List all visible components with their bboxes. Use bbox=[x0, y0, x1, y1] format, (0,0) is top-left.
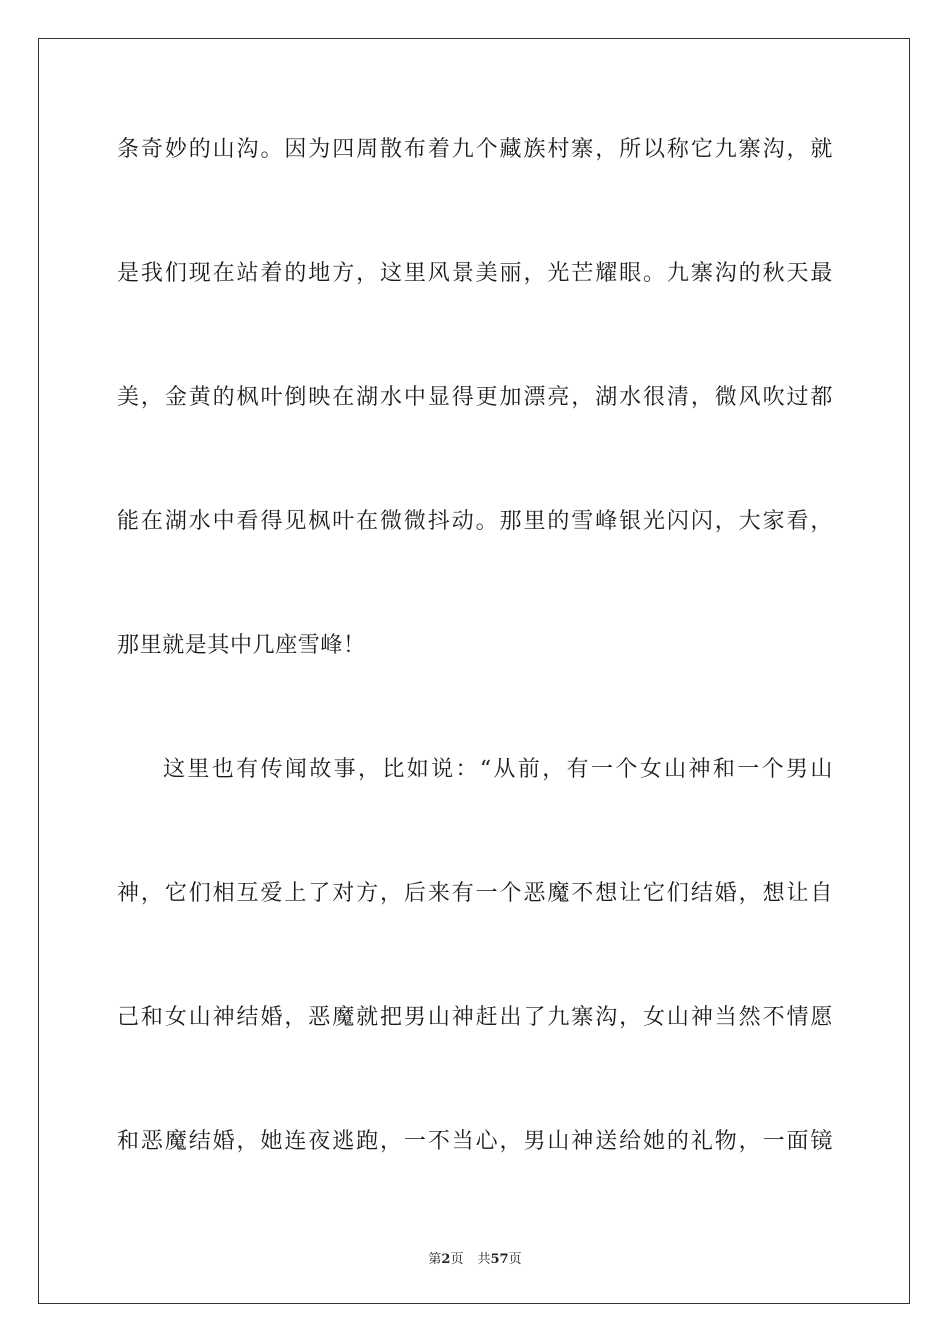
body-line-7: 神，它们相互爱上了对方，后来有一个恶魔不想让它们结婚，想让自 bbox=[117, 881, 833, 906]
total-pages: 57 bbox=[490, 1252, 509, 1267]
page-number: 2 bbox=[441, 1252, 451, 1267]
page-footer bbox=[0, 1248, 950, 1267]
body-line-5: 那里就是其中几座雪峰！ bbox=[117, 633, 366, 658]
body-line-3: 美，金黄的枫叶倒映在湖水中显得更加漂亮，湖水很清，微风吹过都 bbox=[117, 385, 833, 410]
body-line-8: 己和女山神结婚，恶魔就把男山神赶出了九寨沟，女山神当然不情愿 bbox=[117, 1005, 833, 1030]
page-border bbox=[38, 38, 910, 1304]
total-suffix: 页 bbox=[508, 1252, 522, 1267]
body-line-9: 和恶魔结婚，她连夜逃跑，一不当心，男山神送给她的礼物，一面镜 bbox=[117, 1129, 833, 1154]
total-prefix: 共 bbox=[477, 1252, 491, 1267]
page-prefix: 第 bbox=[428, 1252, 442, 1267]
body-line-4: 能在湖水中看得见枫叶在微微抖动。那里的雪峰银光闪闪，大家看， bbox=[117, 509, 833, 534]
page-suffix: 页 bbox=[450, 1252, 464, 1267]
body-line-6: 这里也有传闻故事，比如说：“从前，有一个女山神和一个男山 bbox=[163, 757, 833, 782]
body-line-1: 条奇妙的山沟。因为四周散布着九个藏族村寨，所以称它九寨沟，就 bbox=[117, 137, 833, 162]
body-line-2: 是我们现在站着的地方，这里风景美丽，光芒耀眼。九寨沟的秋天最 bbox=[117, 261, 833, 286]
